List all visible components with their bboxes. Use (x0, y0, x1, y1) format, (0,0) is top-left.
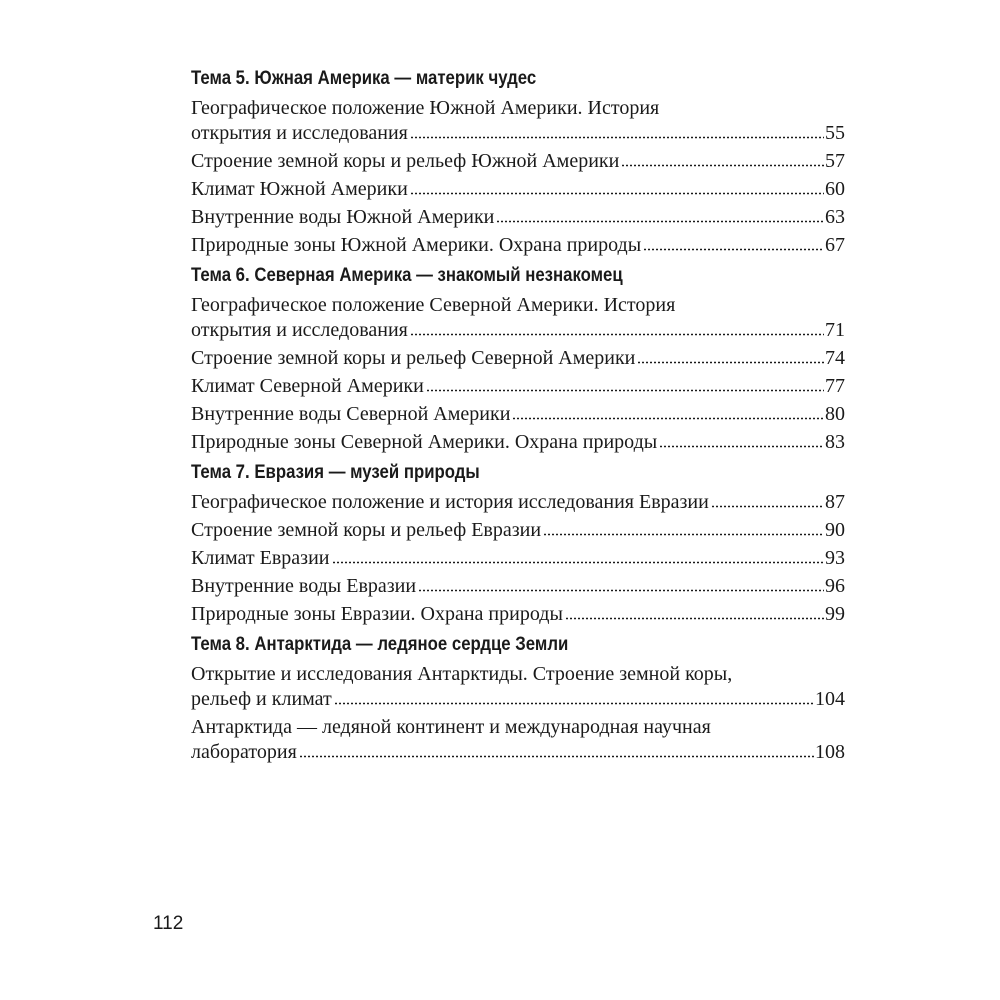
dot-leader (410, 322, 824, 336)
entry-text: рельеф и климат (191, 688, 332, 710)
dot-leader (418, 578, 824, 592)
toc-entry (191, 205, 845, 230)
page-ref: 96 (825, 575, 845, 597)
dot-leader (410, 125, 824, 139)
toc-entry (191, 177, 845, 202)
entry-text: Строение земной коры и рельеф Южной Америки (191, 150, 620, 172)
toc-entry (191, 574, 845, 599)
entry-text: Географическое положение и история исследования Евразии (191, 491, 709, 513)
dot-leader (334, 691, 814, 705)
entry-text-line: Антарктида — ледяной континент и международная научная (191, 716, 711, 738)
entry-text-line: Открытие и исследования Антарктиды. Строение земной коры, (191, 663, 733, 685)
page-ref: 60 (825, 178, 845, 200)
dot-leader (659, 434, 824, 448)
page-ref: 77 (825, 375, 845, 397)
entry-text: Климат Евразии (191, 547, 330, 569)
topic-section (191, 458, 845, 627)
page-ref: 55 (825, 122, 845, 144)
toc-entry (191, 346, 845, 371)
page-ref: 80 (825, 403, 845, 425)
dot-leader (512, 406, 824, 420)
topic-title: Тема 7. Евразия — музей природы (191, 461, 480, 483)
entry-text: лаборатория (191, 741, 297, 763)
toc-entry (191, 374, 845, 399)
topic-section (191, 64, 845, 258)
entry-text: Строение земной коры и рельеф Северной Америки (191, 347, 636, 369)
dot-leader (643, 237, 824, 251)
page-ref: 104 (815, 688, 845, 710)
entry-text-line: Географическое положение Северной Америки. История (191, 294, 676, 316)
topic-title: Тема 8. Антарктида — ледяное сердце Земли (191, 633, 569, 655)
topic-section (191, 630, 845, 765)
dot-leader (426, 378, 824, 392)
dot-leader (299, 744, 814, 758)
page-ref: 87 (825, 491, 845, 513)
topic-title: Тема 5. Южная Америка — материк чудес (191, 67, 537, 89)
page-ref: 108 (815, 741, 845, 763)
entry-text: открытия и исследования (191, 319, 408, 341)
entry-text: Внутренние воды Евразии (191, 575, 417, 597)
page-ref: 67 (825, 234, 845, 256)
dot-leader (711, 494, 824, 508)
toc-entry (191, 546, 845, 571)
entry-text: Внутренние воды Северной Америки (191, 403, 511, 425)
page-ref: 74 (825, 347, 845, 369)
toc-entry (191, 662, 845, 712)
dot-leader (565, 606, 824, 620)
dot-leader (496, 209, 824, 223)
entry-text: Климат Южной Америки (191, 178, 408, 200)
dot-leader (637, 350, 824, 364)
page-ref: 83 (825, 431, 845, 453)
entry-text-line: Географическое положение Южной Америки. История (191, 97, 660, 119)
dot-leader (410, 181, 824, 195)
page-number: 112 (153, 913, 184, 934)
toc-entry (191, 293, 845, 343)
table-of-contents (191, 64, 845, 768)
dot-leader (332, 550, 825, 564)
toc-entry (191, 96, 845, 146)
topic-title: Тема 6. Северная Америка — знакомый незнакомец (191, 264, 623, 286)
page-ref: 90 (825, 519, 845, 541)
toc-entry (191, 430, 845, 455)
page-ref: 99 (825, 603, 845, 625)
toc-entry (191, 490, 845, 515)
toc-entry (191, 715, 845, 765)
entry-text: Внутренние воды Южной Америки (191, 206, 495, 228)
toc-entry (191, 602, 845, 627)
toc-entry (191, 518, 845, 543)
page-ref: 71 (825, 319, 845, 341)
topic-section (191, 261, 845, 455)
entry-text: Строение земной коры и рельеф Евразии (191, 519, 542, 541)
toc-entry (191, 149, 845, 174)
entry-text: Природные зоны Евразии. Охрана природы (191, 603, 563, 625)
entry-text: Климат Северной Америки (191, 375, 424, 397)
entry-text: Природные зоны Южной Америки. Охрана природы (191, 234, 642, 256)
page-ref: 63 (825, 206, 845, 228)
page-ref: 57 (825, 150, 845, 172)
entry-text: Природные зоны Северной Америки. Охрана природы (191, 431, 658, 453)
dot-leader (543, 522, 824, 536)
page-ref: 93 (825, 547, 845, 569)
dot-leader (621, 153, 824, 167)
toc-entry (191, 233, 845, 258)
entry-text: открытия и исследования (191, 122, 408, 144)
toc-entry (191, 402, 845, 427)
